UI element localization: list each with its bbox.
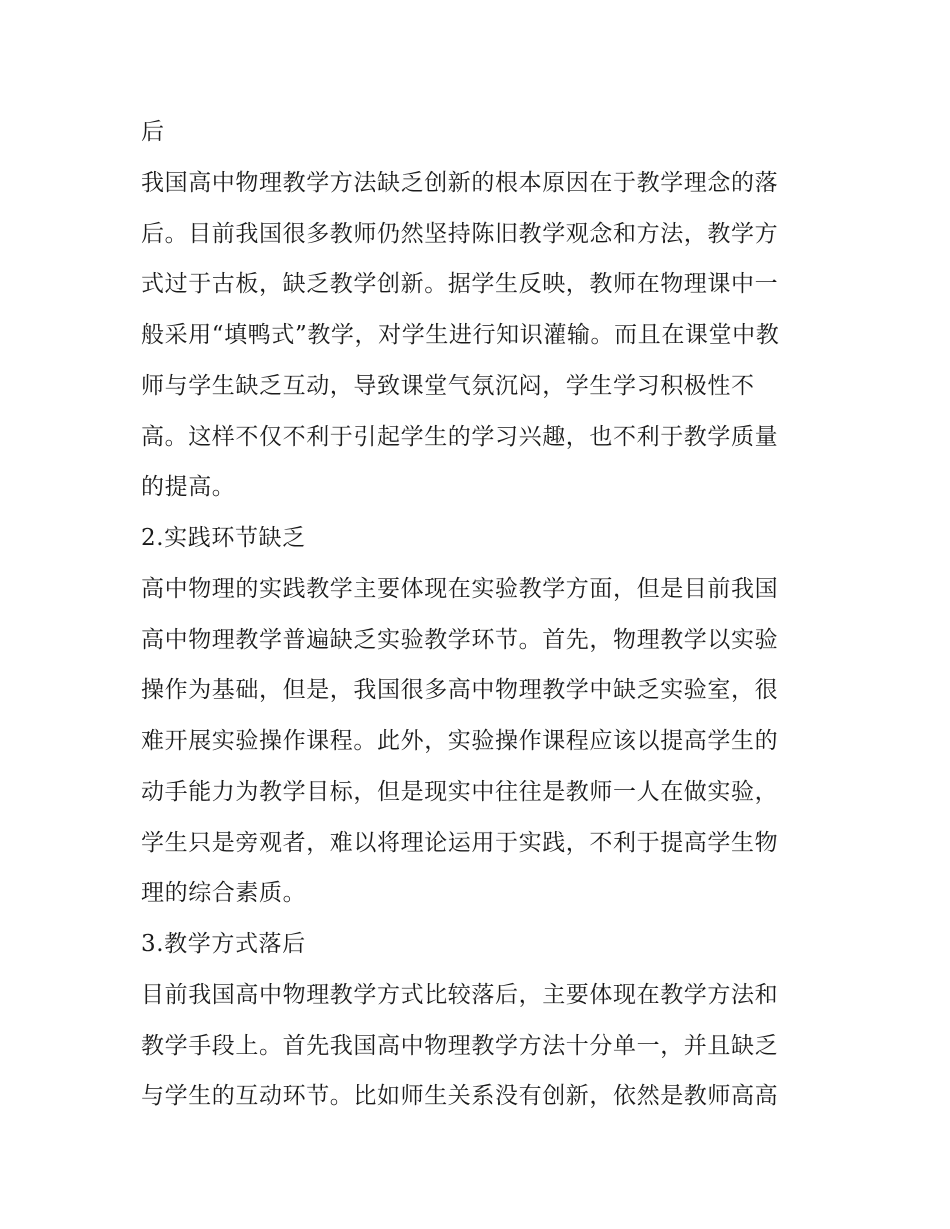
- text-line: 般采用“填鸭式”教学，对学生进行知识灌输。而且在课堂中教: [141, 322, 780, 348]
- text-line: 目前我国高中物理教学方式比较落后，主要体现在教学方法和: [141, 981, 779, 1008]
- text-line: 高中物理教学普遍缺乏实验教学环节。首先，物理教学以实验: [141, 626, 779, 653]
- section-heading: 2.实践环节缺乏: [141, 525, 306, 551]
- text-line: 后。目前我国很多教师仍然坚持陈旧教学观念和方法，教学方: [141, 220, 779, 247]
- text-line: 教学手段上。首先我国高中物理教学方法十分单一，并且缺乏: [141, 1032, 779, 1059]
- text-line: 与学生的互动环节。比如师生关系没有创新，依然是教师高高: [141, 1083, 779, 1110]
- text-line: 难开展实验操作课程。此外，实验操作课程应该以提高学生的: [141, 728, 779, 754]
- text-line: 操作为基础，但是，我国很多高中物理教学中缺乏实验室，很: [141, 677, 779, 704]
- text-line: 理的综合素质。: [141, 880, 307, 907]
- section-heading: 3.教学方式落后: [141, 931, 306, 957]
- text-line: 式过于古板，缺乏教学创新。据学生反映，教师在物理课中一: [141, 271, 779, 298]
- text-line: 师与学生缺乏互动，导致课堂气氛沉闷，学生学习积极性不: [141, 372, 755, 399]
- text-line: 的提高。: [141, 474, 236, 501]
- text-line: 高中物理的实践教学主要体现在实验教学方面，但是目前我国: [141, 575, 779, 602]
- text-line: 后: [141, 119, 165, 145]
- text-line: 学生只是旁观者，难以将理论运用于实践，不利于提高学生物: [141, 829, 779, 856]
- document-page: [141, 107, 816, 1122]
- text-line: 我国高中物理教学方法缺乏创新的根本原因在于教学理念的落: [141, 169, 779, 196]
- text-line: 动手能力为教学目标，但是现实中往往是教师一人在做实验，: [141, 778, 779, 805]
- text-line: 高。这样不仅不利于引起学生的学习兴趣，也不利于教学质量: [141, 423, 779, 450]
